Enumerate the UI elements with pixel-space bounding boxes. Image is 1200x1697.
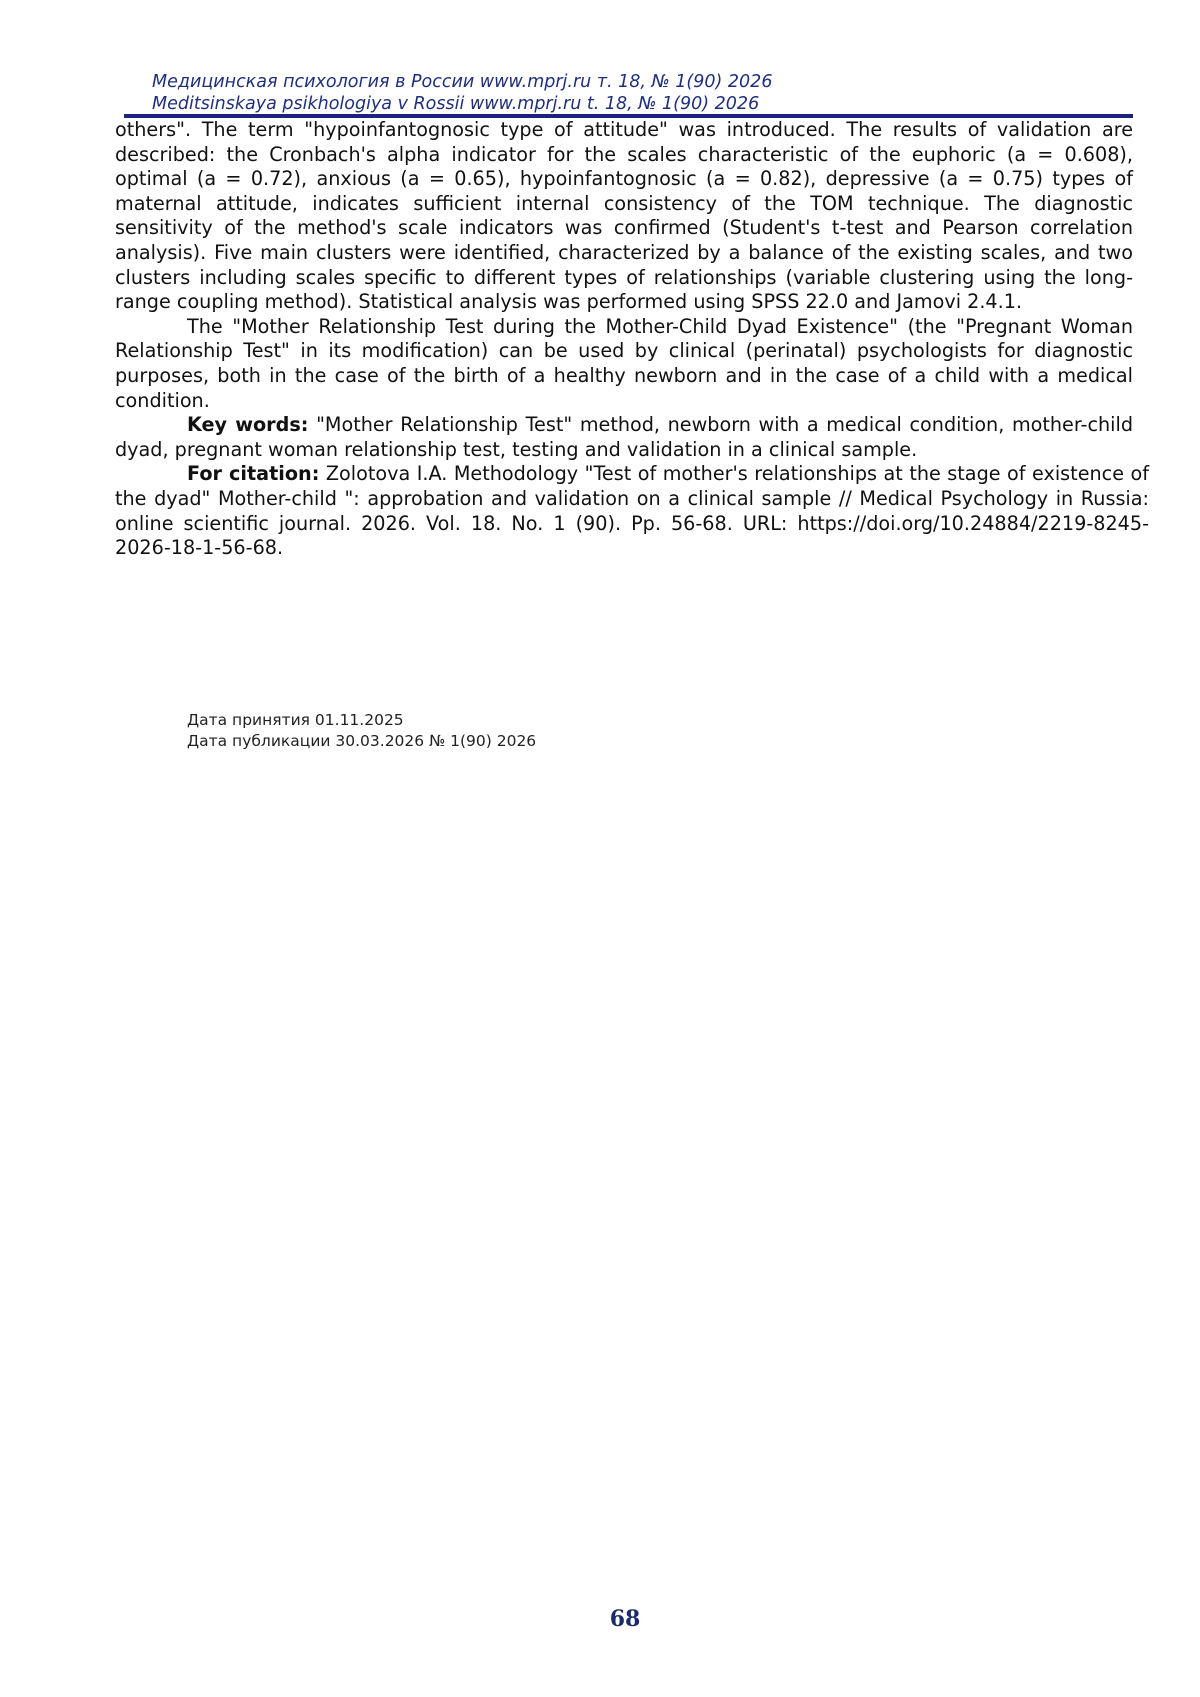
keywords-paragraph [115,413,1133,462]
journal-title-ru: Медицинская психология в России www.mprj.ru т. 18, № 1(90) 2026 [152,72,773,92]
keywords-text: "Mother Relationship Test" method, newborn with a medical condition, mother-child dyad, pregnant woman relationship test, testing and validation in a clinical sample. [115,413,1133,461]
article-body [115,118,1149,561]
abstract-continuation: others". The term "hypoinfantognosic type of attitude" was introduced. The results of validation are described: the Cronbach's alpha indicator for the scales characteristic of the euphoric (a = 0.608), optimal (a = 0.72), anxious (a = 0.65), hypoinfantognosic (a = 0.82), depressive (a = 0.75) types of maternal attitude, indicates sufficient internal consistency of the TOM technique. The diagnostic sensitivity of the method's scale indicators was confirmed (Student's t-test and Pearson correlation analysis). Five main clusters were identified, characterized by a balance of the existing scales, and two clusters including scales specific to different types of relationships (variable clustering using the long-range coupling method). Statistical analysis was performed using SPSS 22.0 and Jamovi 2.4.1. [115,118,1133,314]
running-header [152,71,1132,115]
date-published: Дата публикации 30.03.2026 № 1(90) 2026 [187,732,537,750]
citation-label: For citation: [187,462,320,486]
page-number: 68 [609,1606,641,1632]
keywords-label: Key words: [187,413,309,437]
date-accepted: Дата принятия 01.11.2025 [187,711,404,729]
publication-dates [187,710,536,752]
citation-paragraph [115,462,1149,560]
abstract-conclusion: The "Mother Relationship Test during the Mother-Child Dyad Existence" (the "Pregnant Woman Relationship Test" in its modification) can be used by clinical (perinatal) psychologists for diagnostic purposes, both in the case of the birth of a healthy newborn and in the case of a child with a medical condition. [115,314,1133,412]
citation-text: Zolotova I.A. Methodology "Test of mother's relationships at the stage of existence of the dyad" Mother-child ": approbation and validation on a clinical sample // Medical Psychology in Russia: online scientific journal. 2026. Vol. 18. No. 1 (90). Pp. 56-68. URL: https://doi.org/10.24884/2219-8245-2026-18-1-56-68. [115,462,1149,560]
journal-title-translit: Meditsinskaya psikhologiya v Rossii www.mprj.ru t. 18, № 1(90) 2026 [152,94,760,114]
